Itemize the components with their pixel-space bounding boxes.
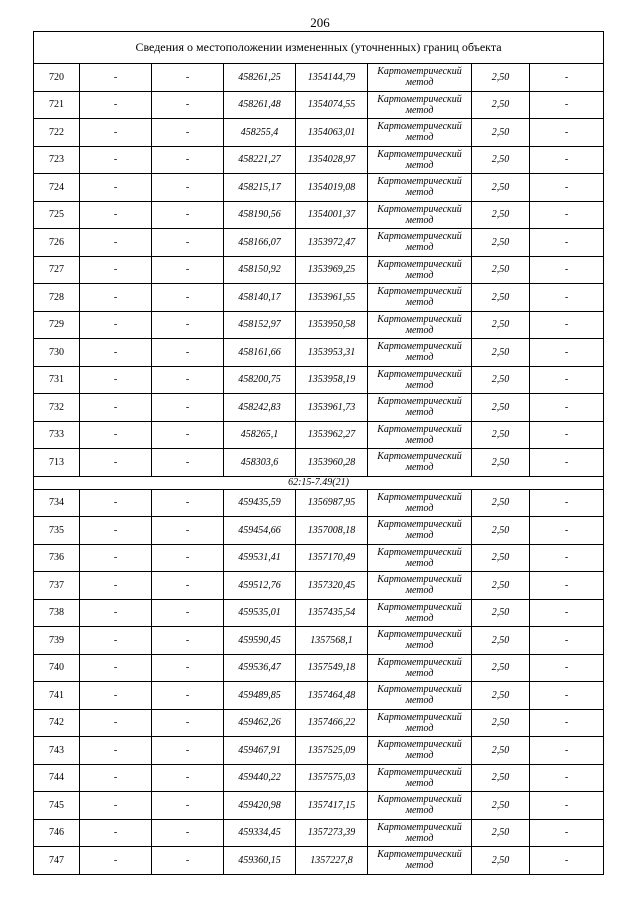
y-coordinate-cell: 1357170,49 bbox=[296, 544, 368, 572]
x-coordinate-cell: 458221,27 bbox=[224, 146, 296, 174]
accuracy-cell: 2,50 bbox=[472, 847, 530, 875]
method-cell: Картометрический метод bbox=[368, 654, 472, 682]
description-cell: - bbox=[530, 284, 604, 312]
y-coordinate-cell: 1357525,09 bbox=[296, 737, 368, 765]
old-x-cell: - bbox=[80, 366, 152, 394]
point-number-cell: 729 bbox=[34, 311, 80, 339]
description-cell: - bbox=[530, 311, 604, 339]
accuracy-cell: 2,50 bbox=[472, 229, 530, 257]
old-y-cell: - bbox=[152, 64, 224, 92]
old-y-cell: - bbox=[152, 394, 224, 422]
method-cell: Картометрический метод bbox=[368, 174, 472, 202]
old-x-cell: - bbox=[80, 64, 152, 92]
y-coordinate-cell: 1357464,48 bbox=[296, 682, 368, 710]
old-x-cell: - bbox=[80, 421, 152, 449]
old-y-cell: - bbox=[152, 421, 224, 449]
old-y-cell: - bbox=[152, 146, 224, 174]
x-coordinate-cell: 458200,75 bbox=[224, 366, 296, 394]
old-x-cell: - bbox=[80, 489, 152, 517]
table-row bbox=[34, 91, 604, 119]
table-row bbox=[34, 654, 604, 682]
method-cell: Картометрический метод bbox=[368, 339, 472, 367]
method-cell: Картометрический метод bbox=[368, 599, 472, 627]
table-row bbox=[34, 174, 604, 202]
method-cell: Картометрический метод bbox=[368, 284, 472, 312]
accuracy-cell: 2,50 bbox=[472, 146, 530, 174]
point-number-cell: 744 bbox=[34, 764, 80, 792]
old-y-cell: - bbox=[152, 119, 224, 147]
description-cell: - bbox=[530, 819, 604, 847]
point-number-cell: 734 bbox=[34, 489, 80, 517]
table-row bbox=[34, 449, 604, 477]
method-cell: Картометрический метод bbox=[368, 201, 472, 229]
table-row bbox=[34, 421, 604, 449]
old-x-cell: - bbox=[80, 146, 152, 174]
point-number-cell: 720 bbox=[34, 64, 80, 92]
accuracy-cell: 2,50 bbox=[472, 682, 530, 710]
accuracy-cell: 2,50 bbox=[472, 449, 530, 477]
x-coordinate-cell: 459536,47 bbox=[224, 654, 296, 682]
description-cell: - bbox=[530, 847, 604, 875]
point-number-cell: 747 bbox=[34, 847, 80, 875]
table-row bbox=[34, 256, 604, 284]
accuracy-cell: 2,50 bbox=[472, 91, 530, 119]
description-cell: - bbox=[530, 394, 604, 422]
old-y-cell: - bbox=[152, 599, 224, 627]
table-row bbox=[34, 366, 604, 394]
old-y-cell: - bbox=[152, 654, 224, 682]
method-cell: Картометрический метод bbox=[368, 311, 472, 339]
table-row bbox=[34, 627, 604, 655]
description-cell: - bbox=[530, 449, 604, 477]
table-row bbox=[34, 394, 604, 422]
point-number-cell: 723 bbox=[34, 146, 80, 174]
x-coordinate-cell: 458255,4 bbox=[224, 119, 296, 147]
point-number-cell: 730 bbox=[34, 339, 80, 367]
method-cell: Картометрический метод bbox=[368, 421, 472, 449]
old-x-cell: - bbox=[80, 682, 152, 710]
x-coordinate-cell: 458161,66 bbox=[224, 339, 296, 367]
section-label: 62:15-7.49(21) bbox=[34, 476, 604, 489]
table-row bbox=[34, 64, 604, 92]
old-x-cell: - bbox=[80, 599, 152, 627]
description-cell: - bbox=[530, 91, 604, 119]
table-row bbox=[34, 229, 604, 257]
old-x-cell: - bbox=[80, 792, 152, 820]
accuracy-cell: 2,50 bbox=[472, 764, 530, 792]
method-cell: Картометрический метод bbox=[368, 792, 472, 820]
old-y-cell: - bbox=[152, 627, 224, 655]
method-cell: Картометрический метод bbox=[368, 146, 472, 174]
old-x-cell: - bbox=[80, 229, 152, 257]
old-y-cell: - bbox=[152, 737, 224, 765]
point-number-cell: 741 bbox=[34, 682, 80, 710]
table-body bbox=[34, 32, 604, 875]
x-coordinate-cell: 458190,56 bbox=[224, 201, 296, 229]
table-title: Сведения о местоположении измененных (уточненных) границ объекта bbox=[34, 32, 604, 64]
x-coordinate-cell: 459512,76 bbox=[224, 572, 296, 600]
y-coordinate-cell: 1357435,54 bbox=[296, 599, 368, 627]
accuracy-cell: 2,50 bbox=[472, 174, 530, 202]
old-x-cell: - bbox=[80, 119, 152, 147]
old-y-cell: - bbox=[152, 764, 224, 792]
table-row bbox=[34, 572, 604, 600]
old-x-cell: - bbox=[80, 284, 152, 312]
y-coordinate-cell: 1353950,58 bbox=[296, 311, 368, 339]
method-cell: Картометрический метод bbox=[368, 682, 472, 710]
x-coordinate-cell: 459467,91 bbox=[224, 737, 296, 765]
method-cell: Картометрический метод bbox=[368, 847, 472, 875]
method-cell: Картометрический метод bbox=[368, 627, 472, 655]
description-cell: - bbox=[530, 792, 604, 820]
point-number-cell: 727 bbox=[34, 256, 80, 284]
old-x-cell: - bbox=[80, 572, 152, 600]
accuracy-cell: 2,50 bbox=[472, 517, 530, 545]
y-coordinate-cell: 1353953,31 bbox=[296, 339, 368, 367]
old-y-cell: - bbox=[152, 174, 224, 202]
old-y-cell: - bbox=[152, 544, 224, 572]
old-y-cell: - bbox=[152, 311, 224, 339]
description-cell: - bbox=[530, 366, 604, 394]
old-y-cell: - bbox=[152, 792, 224, 820]
description-cell: - bbox=[530, 572, 604, 600]
description-cell: - bbox=[530, 421, 604, 449]
point-number-cell: 724 bbox=[34, 174, 80, 202]
table-row bbox=[34, 847, 604, 875]
accuracy-cell: 2,50 bbox=[472, 201, 530, 229]
y-coordinate-cell: 1354001,37 bbox=[296, 201, 368, 229]
y-coordinate-cell: 1353969,25 bbox=[296, 256, 368, 284]
old-y-cell: - bbox=[152, 682, 224, 710]
accuracy-cell: 2,50 bbox=[472, 599, 530, 627]
point-number-cell: 743 bbox=[34, 737, 80, 765]
table-row bbox=[34, 682, 604, 710]
description-cell: - bbox=[530, 146, 604, 174]
old-y-cell: - bbox=[152, 819, 224, 847]
y-coordinate-cell: 1354063,01 bbox=[296, 119, 368, 147]
method-cell: Картометрический метод bbox=[368, 229, 472, 257]
old-y-cell: - bbox=[152, 517, 224, 545]
method-cell: Картометрический метод bbox=[368, 764, 472, 792]
old-y-cell: - bbox=[152, 229, 224, 257]
point-number-cell: 725 bbox=[34, 201, 80, 229]
old-y-cell: - bbox=[152, 366, 224, 394]
table-row bbox=[34, 517, 604, 545]
old-x-cell: - bbox=[80, 654, 152, 682]
accuracy-cell: 2,50 bbox=[472, 544, 530, 572]
y-coordinate-cell: 1357549,18 bbox=[296, 654, 368, 682]
accuracy-cell: 2,50 bbox=[472, 709, 530, 737]
x-coordinate-cell: 458261,48 bbox=[224, 91, 296, 119]
accuracy-cell: 2,50 bbox=[472, 572, 530, 600]
description-cell: - bbox=[530, 599, 604, 627]
old-x-cell: - bbox=[80, 174, 152, 202]
accuracy-cell: 2,50 bbox=[472, 284, 530, 312]
description-cell: - bbox=[530, 544, 604, 572]
accuracy-cell: 2,50 bbox=[472, 394, 530, 422]
old-x-cell: - bbox=[80, 819, 152, 847]
x-coordinate-cell: 458150,92 bbox=[224, 256, 296, 284]
table-row bbox=[34, 544, 604, 572]
x-coordinate-cell: 458140,17 bbox=[224, 284, 296, 312]
x-coordinate-cell: 458166,07 bbox=[224, 229, 296, 257]
y-coordinate-cell: 1357417,15 bbox=[296, 792, 368, 820]
x-coordinate-cell: 459360,15 bbox=[224, 847, 296, 875]
point-number-cell: 745 bbox=[34, 792, 80, 820]
point-number-cell: 733 bbox=[34, 421, 80, 449]
y-coordinate-cell: 1357227,8 bbox=[296, 847, 368, 875]
old-x-cell: - bbox=[80, 91, 152, 119]
old-y-cell: - bbox=[152, 449, 224, 477]
x-coordinate-cell: 459454,66 bbox=[224, 517, 296, 545]
point-number-cell: 737 bbox=[34, 572, 80, 600]
description-cell: - bbox=[530, 654, 604, 682]
description-cell: - bbox=[530, 627, 604, 655]
description-cell: - bbox=[530, 119, 604, 147]
table-row bbox=[34, 764, 604, 792]
table-row bbox=[34, 737, 604, 765]
old-y-cell: - bbox=[152, 339, 224, 367]
y-coordinate-cell: 1353961,73 bbox=[296, 394, 368, 422]
old-y-cell: - bbox=[152, 709, 224, 737]
method-cell: Картометрический метод bbox=[368, 572, 472, 600]
x-coordinate-cell: 458152,97 bbox=[224, 311, 296, 339]
point-number-cell: 726 bbox=[34, 229, 80, 257]
x-coordinate-cell: 458261,25 bbox=[224, 64, 296, 92]
point-number-cell: 738 bbox=[34, 599, 80, 627]
description-cell: - bbox=[530, 174, 604, 202]
old-x-cell: - bbox=[80, 394, 152, 422]
y-coordinate-cell: 1357320,45 bbox=[296, 572, 368, 600]
description-cell: - bbox=[530, 517, 604, 545]
x-coordinate-cell: 459462,26 bbox=[224, 709, 296, 737]
point-number-cell: 739 bbox=[34, 627, 80, 655]
accuracy-cell: 2,50 bbox=[472, 64, 530, 92]
method-cell: Картометрический метод bbox=[368, 64, 472, 92]
old-y-cell: - bbox=[152, 489, 224, 517]
table-row bbox=[34, 284, 604, 312]
old-x-cell: - bbox=[80, 709, 152, 737]
x-coordinate-cell: 459535,01 bbox=[224, 599, 296, 627]
point-number-cell: 721 bbox=[34, 91, 80, 119]
old-y-cell: - bbox=[152, 201, 224, 229]
boundary-coordinates-table bbox=[33, 31, 604, 875]
y-coordinate-cell: 1357575,03 bbox=[296, 764, 368, 792]
table-row bbox=[34, 599, 604, 627]
method-cell: Картометрический метод bbox=[368, 91, 472, 119]
table-row bbox=[34, 819, 604, 847]
point-number-cell: 736 bbox=[34, 544, 80, 572]
x-coordinate-cell: 459531,41 bbox=[224, 544, 296, 572]
description-cell: - bbox=[530, 256, 604, 284]
description-cell: - bbox=[530, 229, 604, 257]
old-y-cell: - bbox=[152, 572, 224, 600]
y-coordinate-cell: 1353960,28 bbox=[296, 449, 368, 477]
y-coordinate-cell: 1353962,27 bbox=[296, 421, 368, 449]
point-number-cell: 713 bbox=[34, 449, 80, 477]
y-coordinate-cell: 1353972,47 bbox=[296, 229, 368, 257]
table-row bbox=[34, 201, 604, 229]
x-coordinate-cell: 458303,6 bbox=[224, 449, 296, 477]
table-row bbox=[34, 119, 604, 147]
x-coordinate-cell: 459590,45 bbox=[224, 627, 296, 655]
method-cell: Картометрический метод bbox=[368, 449, 472, 477]
table-row bbox=[34, 489, 604, 517]
description-cell: - bbox=[530, 737, 604, 765]
old-x-cell: - bbox=[80, 339, 152, 367]
x-coordinate-cell: 459334,45 bbox=[224, 819, 296, 847]
method-cell: Картометрический метод bbox=[368, 709, 472, 737]
accuracy-cell: 2,50 bbox=[472, 119, 530, 147]
method-cell: Картометрический метод bbox=[368, 119, 472, 147]
accuracy-cell: 2,50 bbox=[472, 627, 530, 655]
y-coordinate-cell: 1357466,22 bbox=[296, 709, 368, 737]
method-cell: Картометрический метод bbox=[368, 544, 472, 572]
y-coordinate-cell: 1353961,55 bbox=[296, 284, 368, 312]
description-cell: - bbox=[530, 682, 604, 710]
point-number-cell: 728 bbox=[34, 284, 80, 312]
description-cell: - bbox=[530, 764, 604, 792]
accuracy-cell: 2,50 bbox=[472, 339, 530, 367]
y-coordinate-cell: 1354144,79 bbox=[296, 64, 368, 92]
description-cell: - bbox=[530, 64, 604, 92]
description-cell: - bbox=[530, 489, 604, 517]
description-cell: - bbox=[530, 201, 604, 229]
accuracy-cell: 2,50 bbox=[472, 737, 530, 765]
y-coordinate-cell: 1356987,95 bbox=[296, 489, 368, 517]
point-number-cell: 722 bbox=[34, 119, 80, 147]
y-coordinate-cell: 1354074,55 bbox=[296, 91, 368, 119]
accuracy-cell: 2,50 bbox=[472, 421, 530, 449]
method-cell: Картометрический метод bbox=[368, 517, 472, 545]
method-cell: Картометрический метод bbox=[368, 394, 472, 422]
accuracy-cell: 2,50 bbox=[472, 489, 530, 517]
x-coordinate-cell: 458265,1 bbox=[224, 421, 296, 449]
x-coordinate-cell: 459440,22 bbox=[224, 764, 296, 792]
x-coordinate-cell: 458215,17 bbox=[224, 174, 296, 202]
old-y-cell: - bbox=[152, 91, 224, 119]
table-row bbox=[34, 709, 604, 737]
x-coordinate-cell: 459420,98 bbox=[224, 792, 296, 820]
method-cell: Картометрический метод bbox=[368, 737, 472, 765]
page-number: 206 bbox=[310, 15, 330, 30]
point-number-cell: 735 bbox=[34, 517, 80, 545]
description-cell: - bbox=[530, 709, 604, 737]
old-x-cell: - bbox=[80, 256, 152, 284]
accuracy-cell: 2,50 bbox=[472, 819, 530, 847]
table-row bbox=[34, 146, 604, 174]
x-coordinate-cell: 458242,83 bbox=[224, 394, 296, 422]
accuracy-cell: 2,50 bbox=[472, 311, 530, 339]
point-number-cell: 731 bbox=[34, 366, 80, 394]
accuracy-cell: 2,50 bbox=[472, 366, 530, 394]
accuracy-cell: 2,50 bbox=[472, 792, 530, 820]
method-cell: Картометрический метод bbox=[368, 819, 472, 847]
table-title-row bbox=[34, 32, 604, 64]
table-row bbox=[34, 339, 604, 367]
y-coordinate-cell: 1357273,39 bbox=[296, 819, 368, 847]
table-row bbox=[34, 792, 604, 820]
x-coordinate-cell: 459489,85 bbox=[224, 682, 296, 710]
section-label-row bbox=[34, 476, 604, 489]
old-x-cell: - bbox=[80, 449, 152, 477]
old-x-cell: - bbox=[80, 517, 152, 545]
point-number-cell: 742 bbox=[34, 709, 80, 737]
old-x-cell: - bbox=[80, 764, 152, 792]
method-cell: Картометрический метод bbox=[368, 366, 472, 394]
y-coordinate-cell: 1357568,1 bbox=[296, 627, 368, 655]
y-coordinate-cell: 1357008,18 bbox=[296, 517, 368, 545]
method-cell: Картометрический метод bbox=[368, 256, 472, 284]
point-number-cell: 740 bbox=[34, 654, 80, 682]
old-x-cell: - bbox=[80, 201, 152, 229]
y-coordinate-cell: 1354028,97 bbox=[296, 146, 368, 174]
point-number-cell: 746 bbox=[34, 819, 80, 847]
point-number-cell: 732 bbox=[34, 394, 80, 422]
y-coordinate-cell: 1353958,19 bbox=[296, 366, 368, 394]
old-y-cell: - bbox=[152, 284, 224, 312]
accuracy-cell: 2,50 bbox=[472, 256, 530, 284]
description-cell: - bbox=[530, 339, 604, 367]
old-x-cell: - bbox=[80, 847, 152, 875]
x-coordinate-cell: 459435,59 bbox=[224, 489, 296, 517]
old-y-cell: - bbox=[152, 847, 224, 875]
old-x-cell: - bbox=[80, 627, 152, 655]
table-row bbox=[34, 311, 604, 339]
accuracy-cell: 2,50 bbox=[472, 654, 530, 682]
method-cell: Картометрический метод bbox=[368, 489, 472, 517]
y-coordinate-cell: 1354019,08 bbox=[296, 174, 368, 202]
old-x-cell: - bbox=[80, 544, 152, 572]
old-x-cell: - bbox=[80, 311, 152, 339]
old-x-cell: - bbox=[80, 737, 152, 765]
old-y-cell: - bbox=[152, 256, 224, 284]
